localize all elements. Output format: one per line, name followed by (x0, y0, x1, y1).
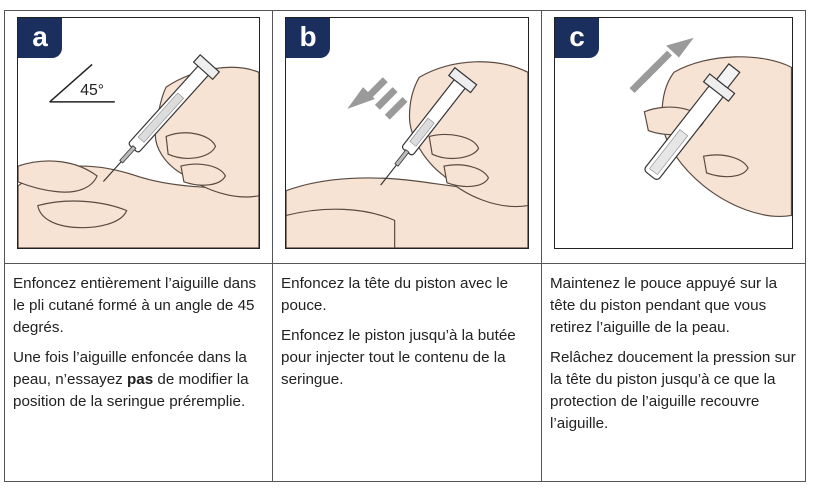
instruction-table (4, 10, 806, 482)
panel-a-badge: a (18, 18, 62, 58)
panel-b-illustration (285, 17, 529, 249)
angle-label: 45° (80, 81, 105, 99)
panel-c-text (542, 264, 805, 481)
panel-a-illustration (17, 17, 260, 249)
panel-b-paragraph-2: Enfoncez le piston jusqu’à la butée pour injecter tout le contenu de la seringue. (281, 327, 516, 388)
panel-c-illustration (554, 17, 793, 249)
panel-a-paragraph-1: Enfoncez entièrement l’aiguille dans le pli cutané formé à un angle de 45 degrés. (13, 275, 257, 336)
panel-a-paragraph-2: Une fois l’aiguille enfoncée dans la peau, n’essayez pas de modifier la position de la seringue préremplie. (13, 349, 249, 410)
emphasis-word: pas (126, 371, 154, 388)
panel-b-badge: b (286, 18, 330, 58)
panel-c-badge: c (555, 18, 599, 58)
panel-b-text (273, 264, 542, 481)
panel-b-paragraph-1: Enfoncez la tête du piston avec le pouce. (281, 275, 509, 314)
push-arrow-icon (347, 77, 407, 119)
panel-c-image-cell (542, 11, 805, 264)
panel-c-paragraph-2: Relâchez doucement la pression sur la tête du piston jusqu’à ce que la protection de l’aiguille recouvre l’aiguille. (550, 349, 796, 432)
panel-a-text (5, 264, 273, 481)
panel-a-image-cell (5, 11, 273, 264)
panel-c-paragraph-1: Maintenez le pouce appuyé sur la tête du piston pendant que vous retirez l’aiguille de la peau. (550, 275, 778, 336)
panel-b-image-cell (273, 11, 542, 264)
